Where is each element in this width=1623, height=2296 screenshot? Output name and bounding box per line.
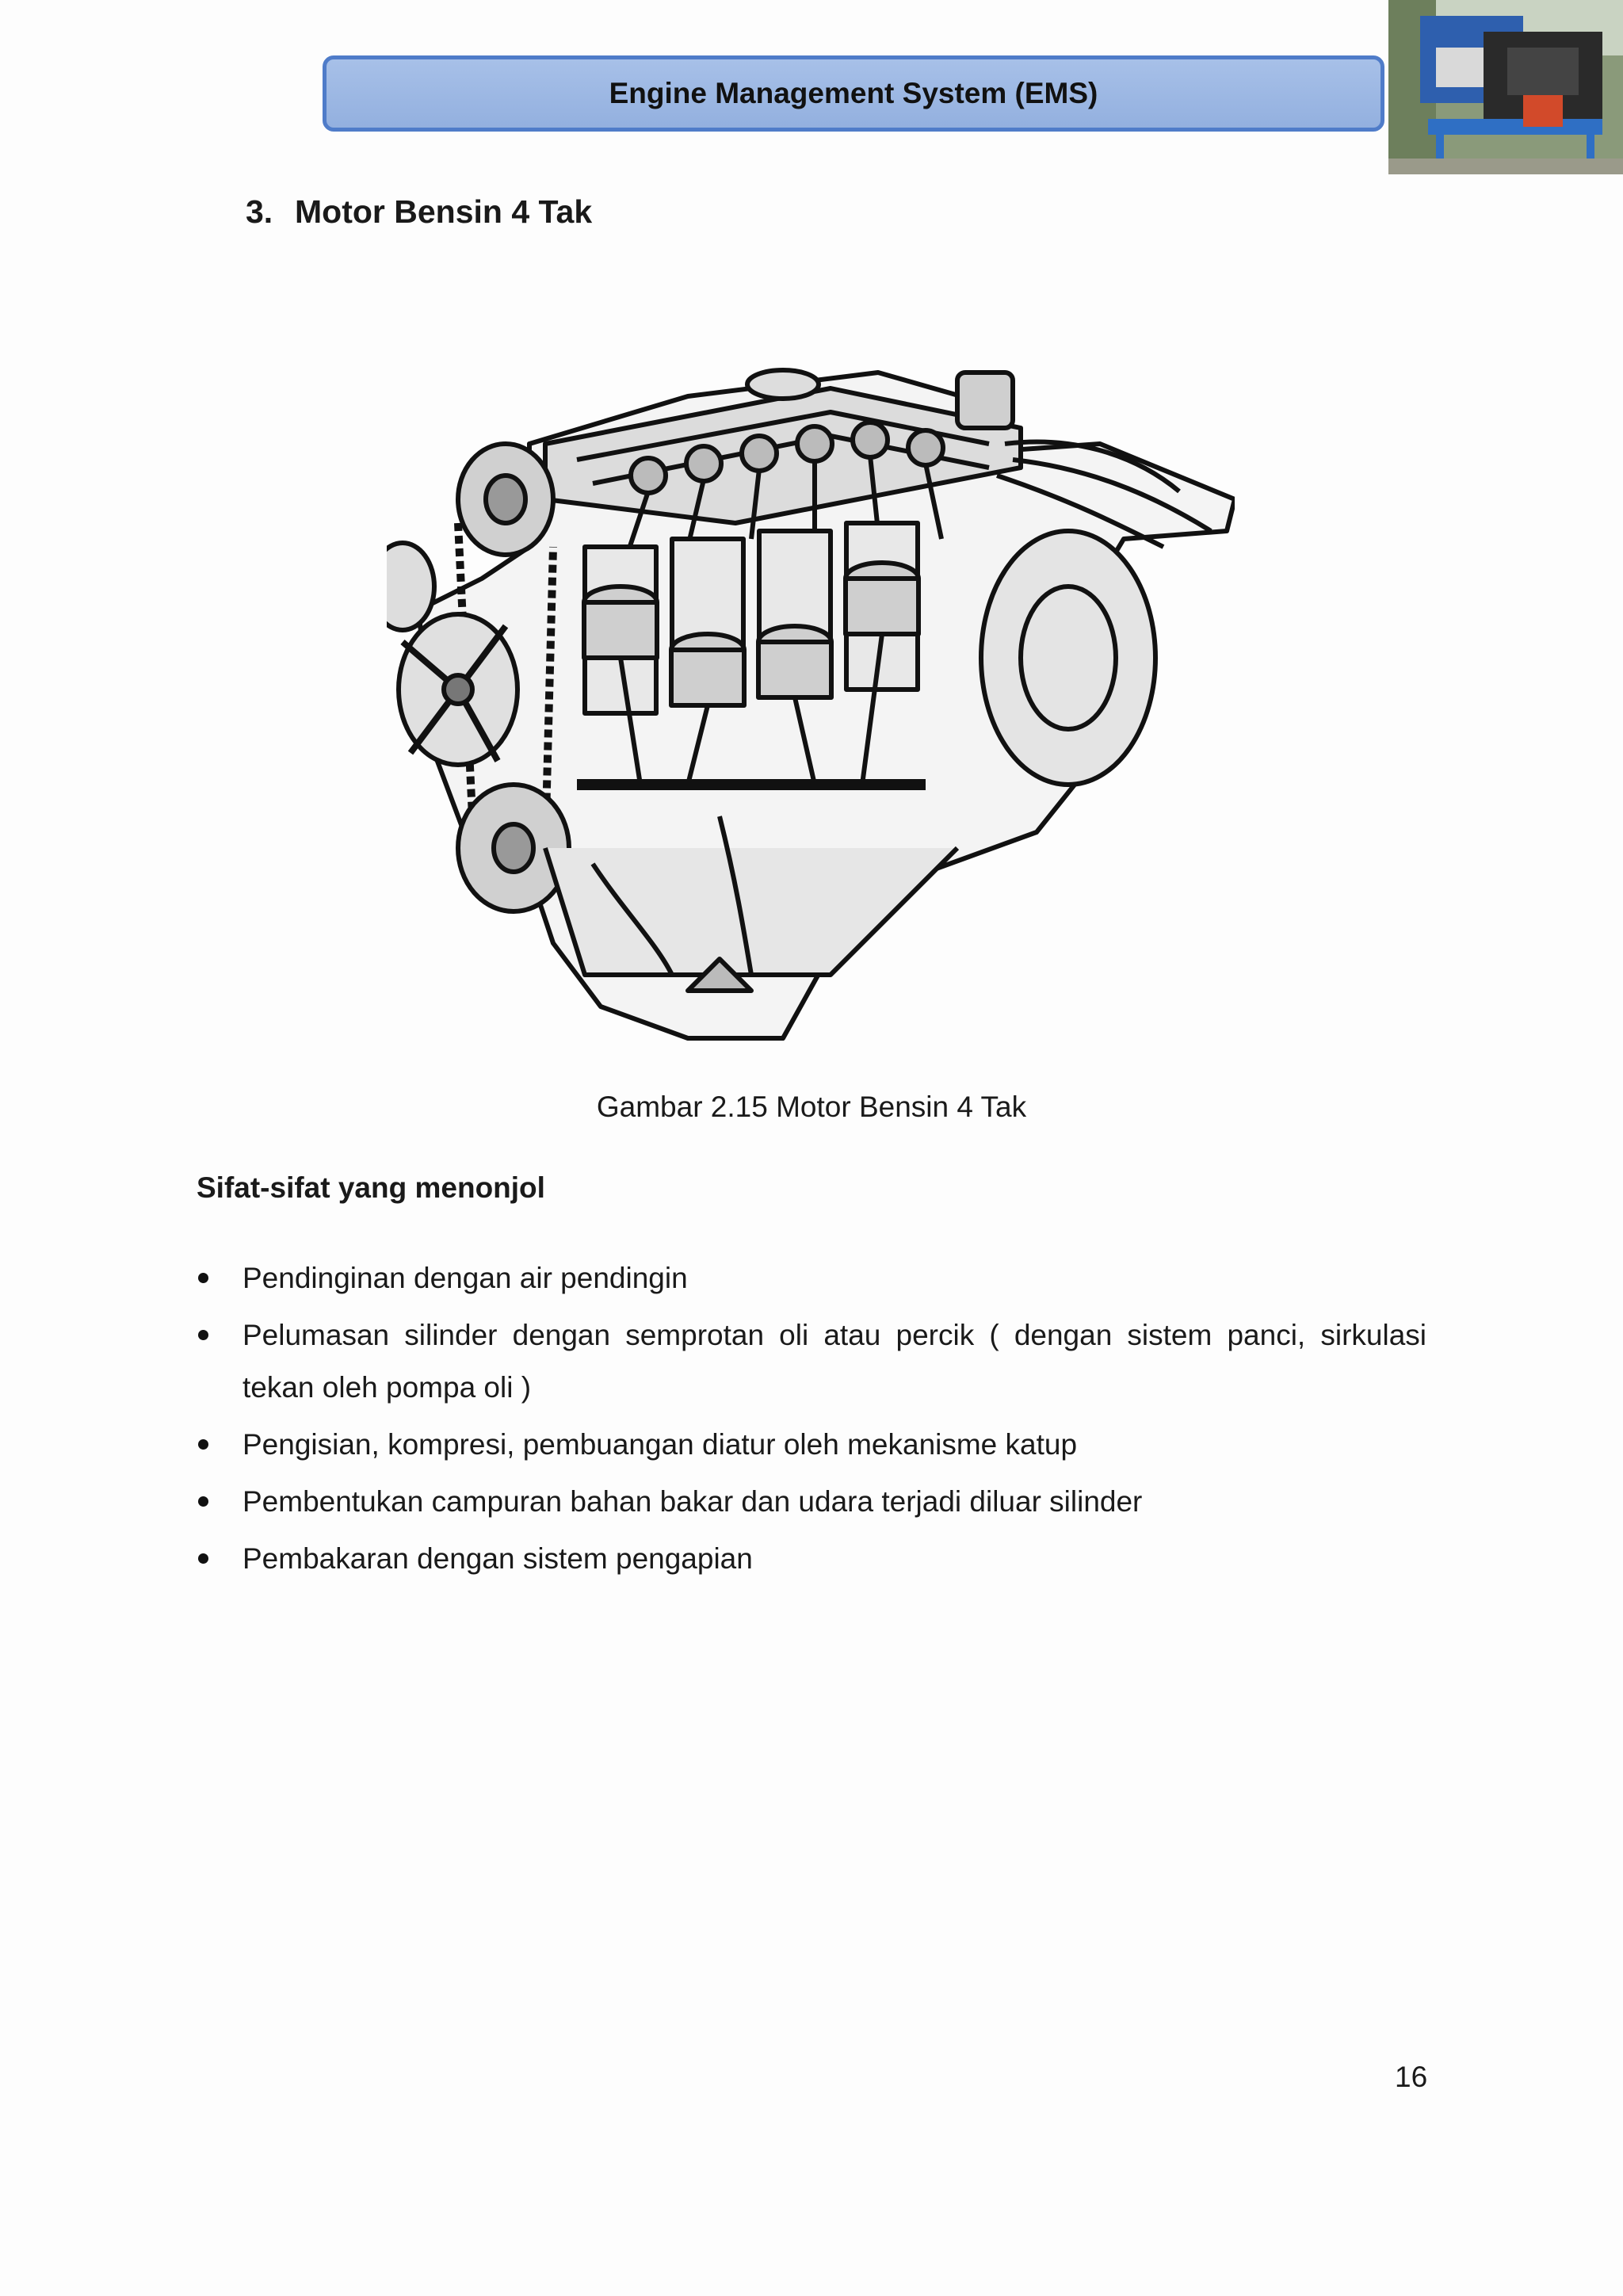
figure-caption: Gambar 2.15 Motor Bensin 4 Tak [596,1091,1027,1123]
features-list [197,1252,1426,1590]
header-title: Engine Management System (EMS) [609,77,1098,109]
header-banner [323,55,1384,132]
page-number: 16 [1395,2061,1428,2093]
features-heading: Sifat-sifat yang menonjol [197,1171,545,1204]
list-item [197,1476,1426,1528]
list-item [197,1252,1426,1305]
bullet-icon [198,1273,208,1283]
list-item-text: Pembentukan campuran bahan bakar dan udara terjadi diluar silinder [242,1485,1143,1518]
section-title: Motor Bensin 4 Tak [295,193,593,230]
list-item [197,1419,1426,1471]
section-number: 3. [246,193,273,230]
engine-cutaway-illustration [387,341,1235,1054]
list-item-text: Pendinginan dengan air pendingin [242,1262,688,1294]
bullet-icon [198,1553,208,1564]
bullet-icon [198,1330,208,1340]
section-heading [246,193,592,231]
list-item-text: Pengisian, kompresi, pembuangan diatur oleh mekanisme katup [242,1428,1078,1461]
engine-trainer-photo [1388,0,1623,174]
list-item [197,1309,1426,1414]
list-item [197,1533,1426,1585]
list-item-text: Pembakaran dengan sistem pengapian [242,1542,753,1575]
bullet-icon [198,1496,208,1507]
bullet-icon [198,1439,208,1450]
list-item-text: Pelumasan silinder dengan semprotan oli atau percik ( dengan sistem panci, sirkulasi tekan oleh pompa oli ) [242,1319,1426,1404]
